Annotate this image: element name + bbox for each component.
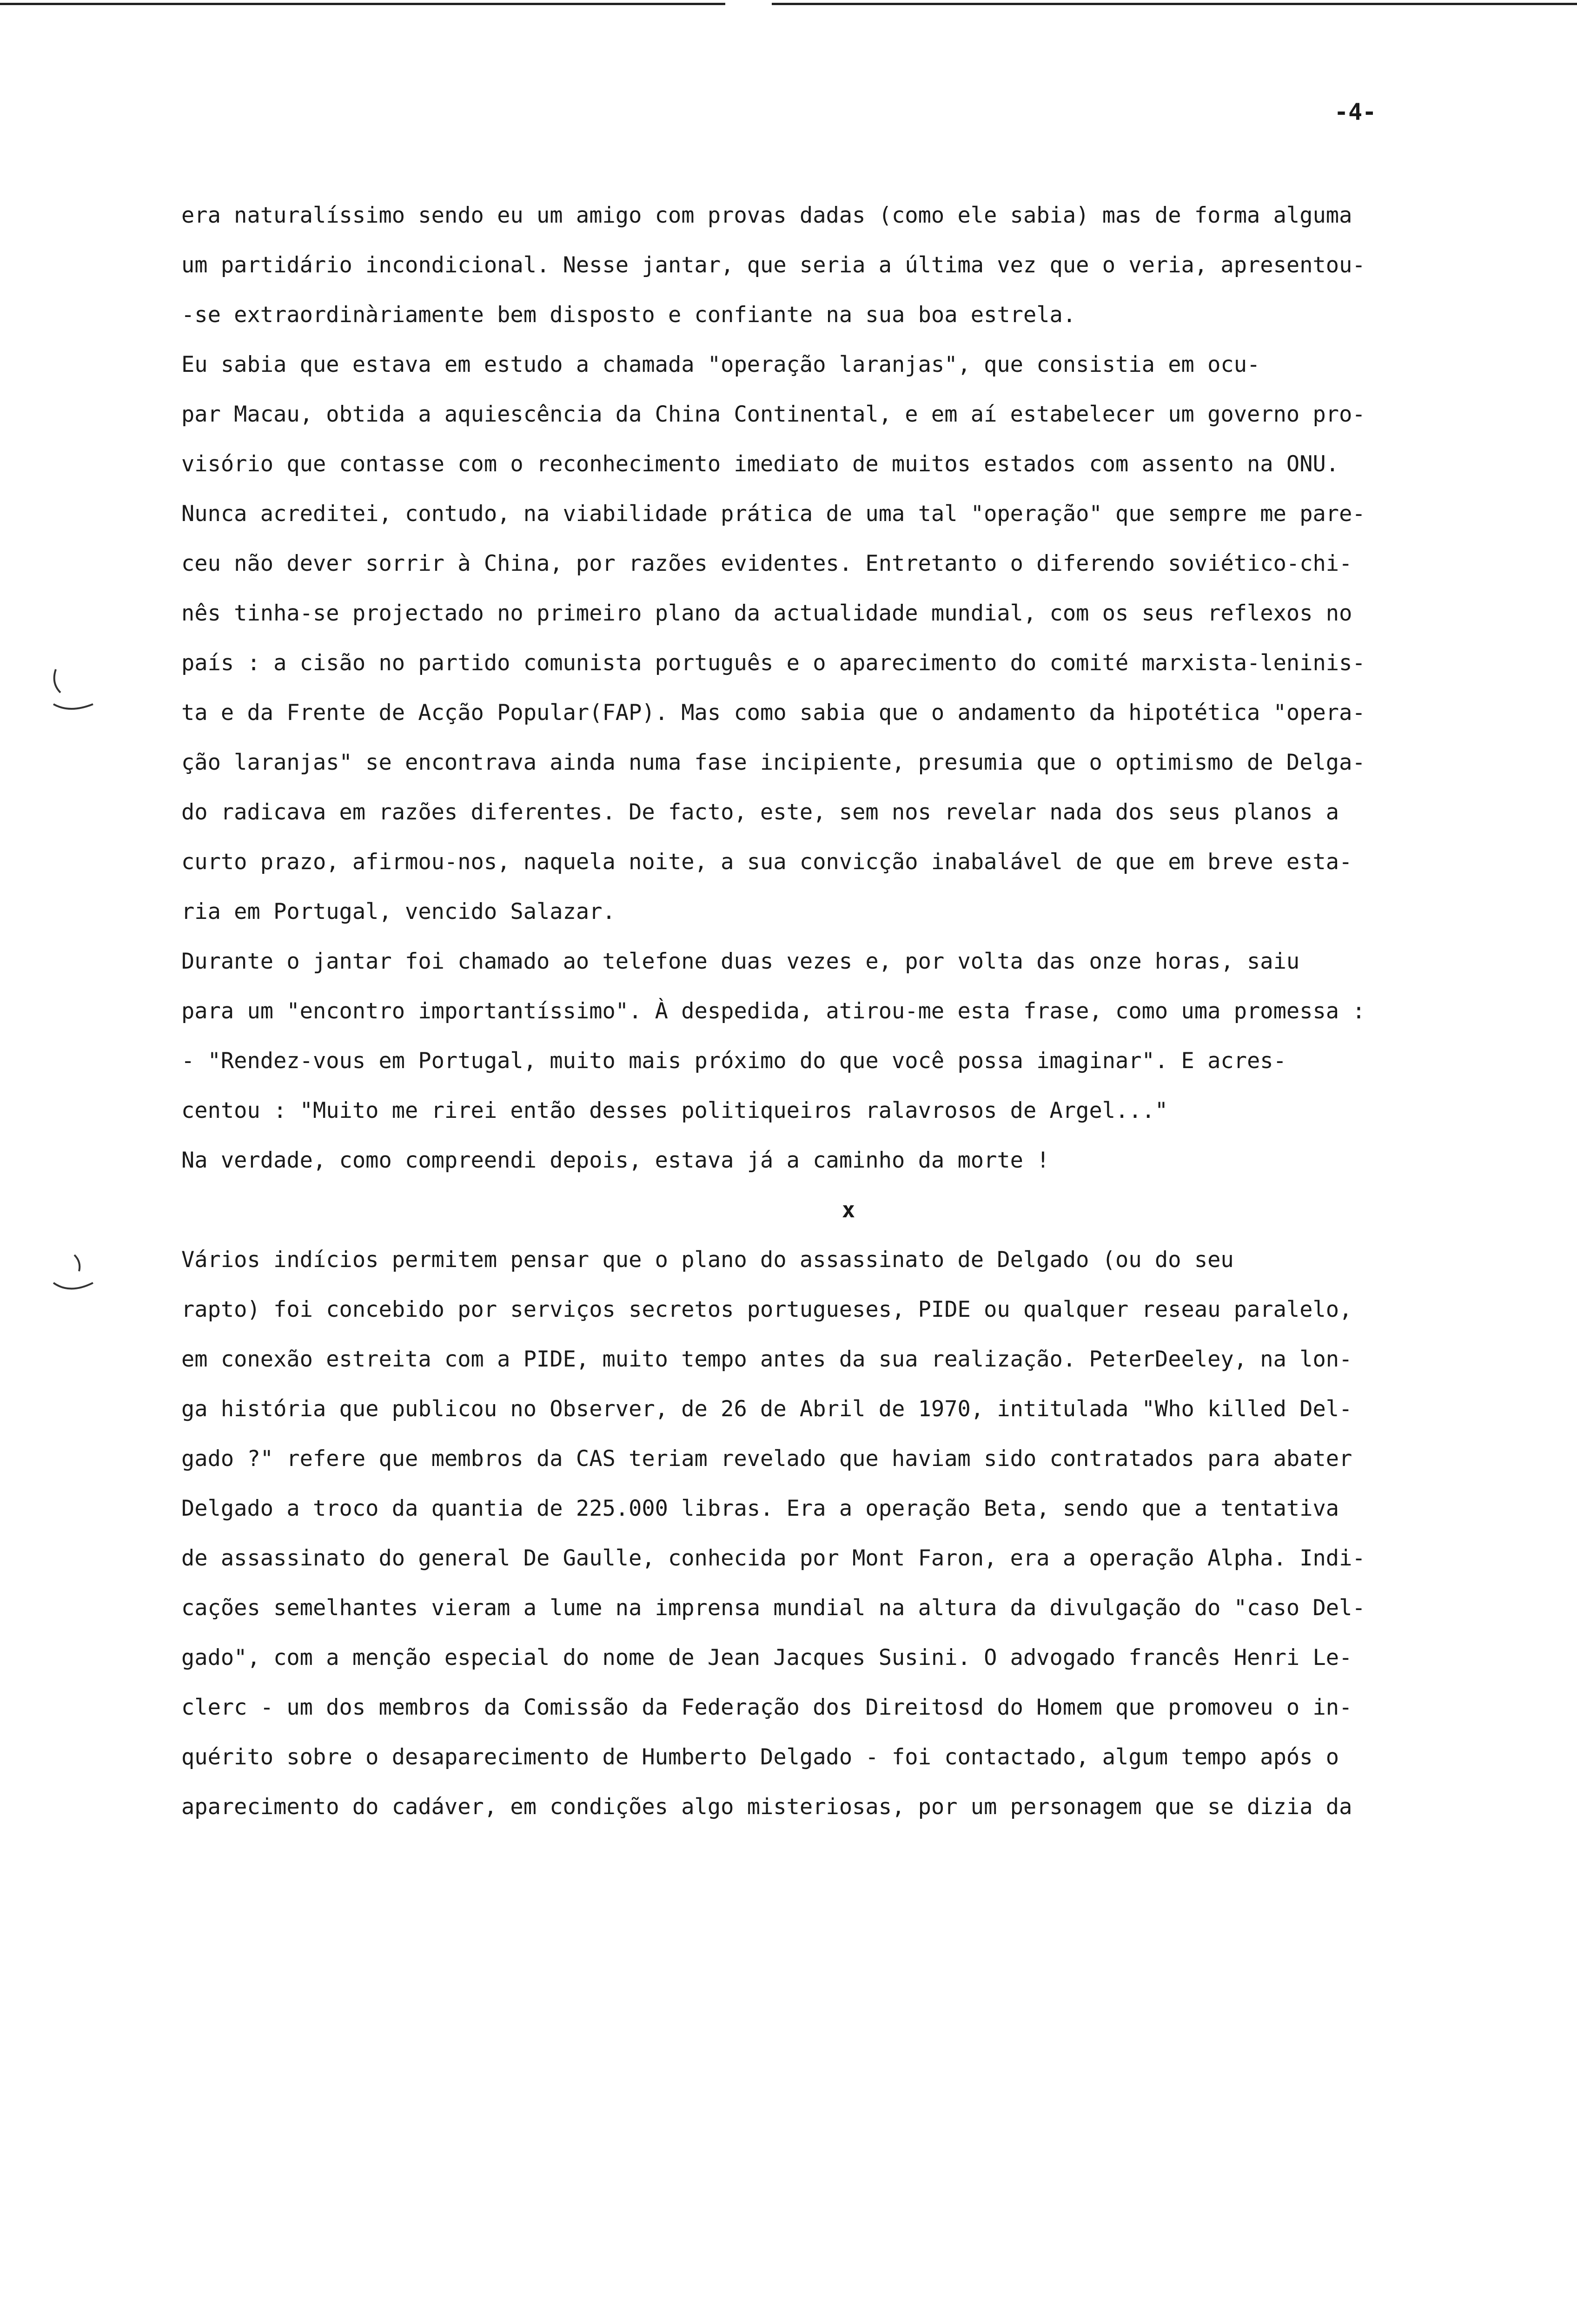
text-line: de assassinato do general De Gaulle, conhecida por Mont Faron, era a operação Alpha. Indi- (181, 1545, 1365, 1571)
margin-bracket-mark (46, 665, 98, 716)
text-line: Nunca acreditei, contudo, na viabilidade prática de uma tal "operação" que sempre me pare- (181, 501, 1365, 527)
text-line: ta e da Frente de Acção Popular(FAP). Mas como sabia que o andamento da hipotética "opera- (181, 700, 1365, 726)
text-line: gado", com a menção especial do nome de Jean Jacques Susini. O advogado francês Henri Le- (181, 1645, 1352, 1670)
text-line: aparecimento do cadáver, em condições algo misteriosas, por um personagem que se dizia da (181, 1794, 1352, 1820)
text-line: quérito sobre o desaparecimento de Humberto Delgado - foi contactado, algum tempo após o (181, 1744, 1339, 1770)
section-separator: x (842, 1197, 855, 1223)
text-line: para um "encontro importantíssimo". À despedida, atirou-me esta frase, como uma promessa : (181, 998, 1365, 1024)
text-line: ga história que publicou no Observer, de 26 de Abril de 1970, intitulada "Who killed Del- (181, 1396, 1352, 1422)
text-line: visório que contasse com o reconhecimento imediato de muitos estados com assento na ONU. (181, 451, 1339, 477)
text-line: rapto) foi concebido por serviços secretos portugueses, PIDE ou qualquer reseau paralelo, (181, 1297, 1352, 1322)
text-line: clerc - um dos membros da Comissão da Federação dos Direitosd do Homem que promoveu o in- (181, 1695, 1352, 1720)
text-line: Na verdade, como compreendi depois, estava já a caminho da morte ! (181, 1148, 1050, 1173)
top-rule-right (772, 3, 1577, 5)
page-number: -4- (1334, 99, 1377, 125)
text-line: cações semelhantes vieram a lume na imprensa mundial na altura da divulgação do "caso Del- (181, 1595, 1365, 1621)
text-line: nês tinha-se projectado no primeiro plano da actualidade mundial, com os seus reflexos no (181, 601, 1352, 626)
text-line: era naturalíssimo sendo eu um amigo com provas dadas (como ele sabia) mas de forma alguma (181, 203, 1352, 228)
text-line: curto prazo, afirmou-nos, naquela noite, a sua convicção inabalável de que em breve esta- (181, 849, 1352, 875)
text-line: ria em Portugal, vencido Salazar. (181, 899, 616, 924)
text-line: um partidário incondicional. Nesse jantar, que seria a última vez que o veria, apresentou- (181, 252, 1365, 278)
text-line: ceu não dever sorrir à China, por razões evidentes. Entretanto o diferendo soviético-chi- (181, 551, 1352, 576)
text-line: - "Rendez-vous em Portugal, muito mais próximo do que você possa imaginar". E acres- (181, 1048, 1286, 1074)
text-line: Vários indícios permitem pensar que o plano do assassinato de Delgado (ou do seu (181, 1247, 1234, 1273)
text-line: gado ?" refere que membros da CAS teriam revelado que haviam sido contratados para abater (181, 1446, 1352, 1472)
text-line: centou : "Muito me rirei então desses politiqueiros ralavrosos de Argel..." (181, 1098, 1168, 1123)
text-line: em conexão estreita com a PIDE, muito tempo antes da sua realização. PeterDeeley, na lon- (181, 1347, 1352, 1372)
text-line: Eu sabia que estava em estudo a chamada "operação laranjas", que consistia em ocu- (181, 352, 1260, 377)
text-line: Durante o jantar foi chamado ao telefone duas vezes e, por volta das onze horas, saiu (181, 949, 1300, 974)
top-rule-left (0, 3, 725, 5)
text-line: -se extraordinàriamente bem disposto e confiante na sua boa estrela. (181, 302, 1076, 328)
text-line: Delgado a troco da quantia de 225.000 libras. Era a operação Beta, sendo que a tentativa (181, 1496, 1339, 1521)
text-line: ção laranjas" se encontrava ainda numa fase incipiente, presumia que o optimismo de Delga- (181, 750, 1365, 775)
text-line: par Macau, obtida a aquiescência da China Continental, e em aí estabelecer um governo pro- (181, 402, 1365, 427)
text-line: do radicava em razões diferentes. De facto, este, sem nos revelar nada dos seus planos a (181, 799, 1339, 825)
text-line: país : a cisão no partido comunista português e o aparecimento do comité marxista-leninis- (181, 650, 1365, 676)
body-text (181, 191, 1516, 1832)
margin-bracket-mark (46, 1250, 98, 1301)
